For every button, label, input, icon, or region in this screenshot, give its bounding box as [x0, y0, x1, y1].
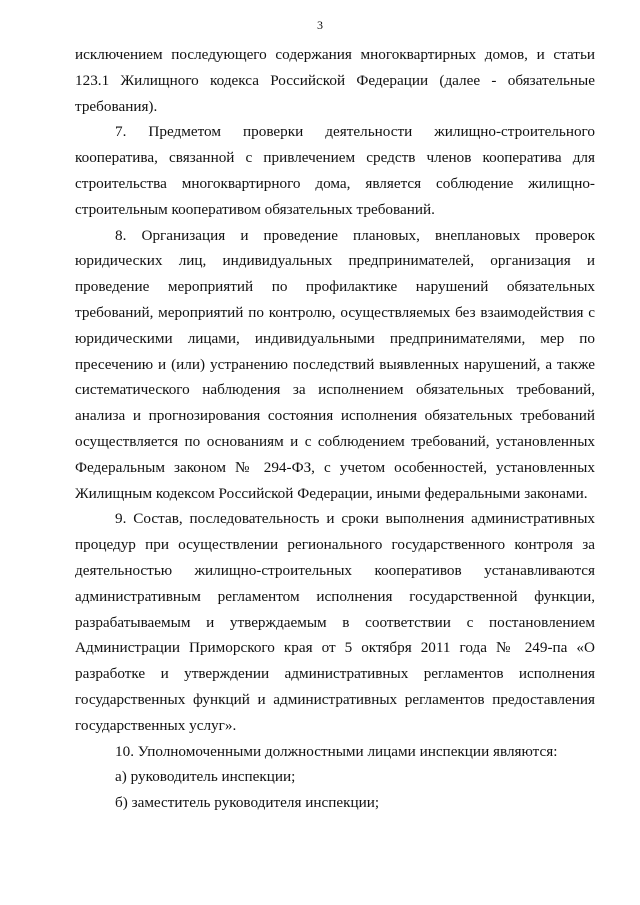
paragraph-10: 10. Уполномоченными должностными лицами инспекции являются:: [115, 742, 558, 760]
paragraph-7: 7. Предметом проверки деятельности жилищно-строительного кооператива, связанной с привлечением средств членов кооператива для строительства многоквартирного дома, является соблюдение жилищно-строительным кооперативом обязательных требований.: [75, 123, 595, 218]
paragraph-continuation: исключением последующего содержания многоквартирных домов, и статьи 123.1 Жилищного кодекса Российской Федерации (далее - обязательные требования).: [75, 46, 595, 115]
page-number: 3: [317, 18, 323, 32]
list-item-b: б) заместитель руководителя инспекции;: [115, 794, 380, 812]
list-item-a: а) руководитель инспекции;: [115, 768, 296, 786]
document-body: [75, 42, 595, 816]
paragraph-8: 8. Организация и проведение плановых, внеплановых проверок юридических лиц, индивидуальных предпринимателей, организация и проведение мероприятий по профилактике нарушений обязательных требований, мероприятий по контролю, осуществляемых без взаимодействия с юридическими лицами, индивидуальными предпринимателями, мер по пресечению и (или) устранению последствий выявленных нарушений, а также систематического наблюдения за исполнением обязательных требований, анализа и прогнозирования состояния исполнения обязательных требований осуществляется по основаниям и с соблюдением требований, установленных Федеральным законом № 294-ФЗ, с учетом особенностей, установленных Жилищным кодексом Российской Федерации, иными федеральными законами.: [75, 226, 595, 502]
paragraph-9: 9. Состав, последовательность и сроки выполнения административных процедур при осуществлении регионального государственного контроля за деятельностью жилищно-строительных кооперативов устанавливаются административным регламентом исполнения государственной функции, разрабатываемым и утверждаемым в соответствии с постановлением Администрации Приморского края от 5 октября 2011 года № 249-па «О разработке и утверждении административных регламентов исполнения государственных функций и административных регламентов предоставления государственных услуг».: [75, 510, 595, 734]
